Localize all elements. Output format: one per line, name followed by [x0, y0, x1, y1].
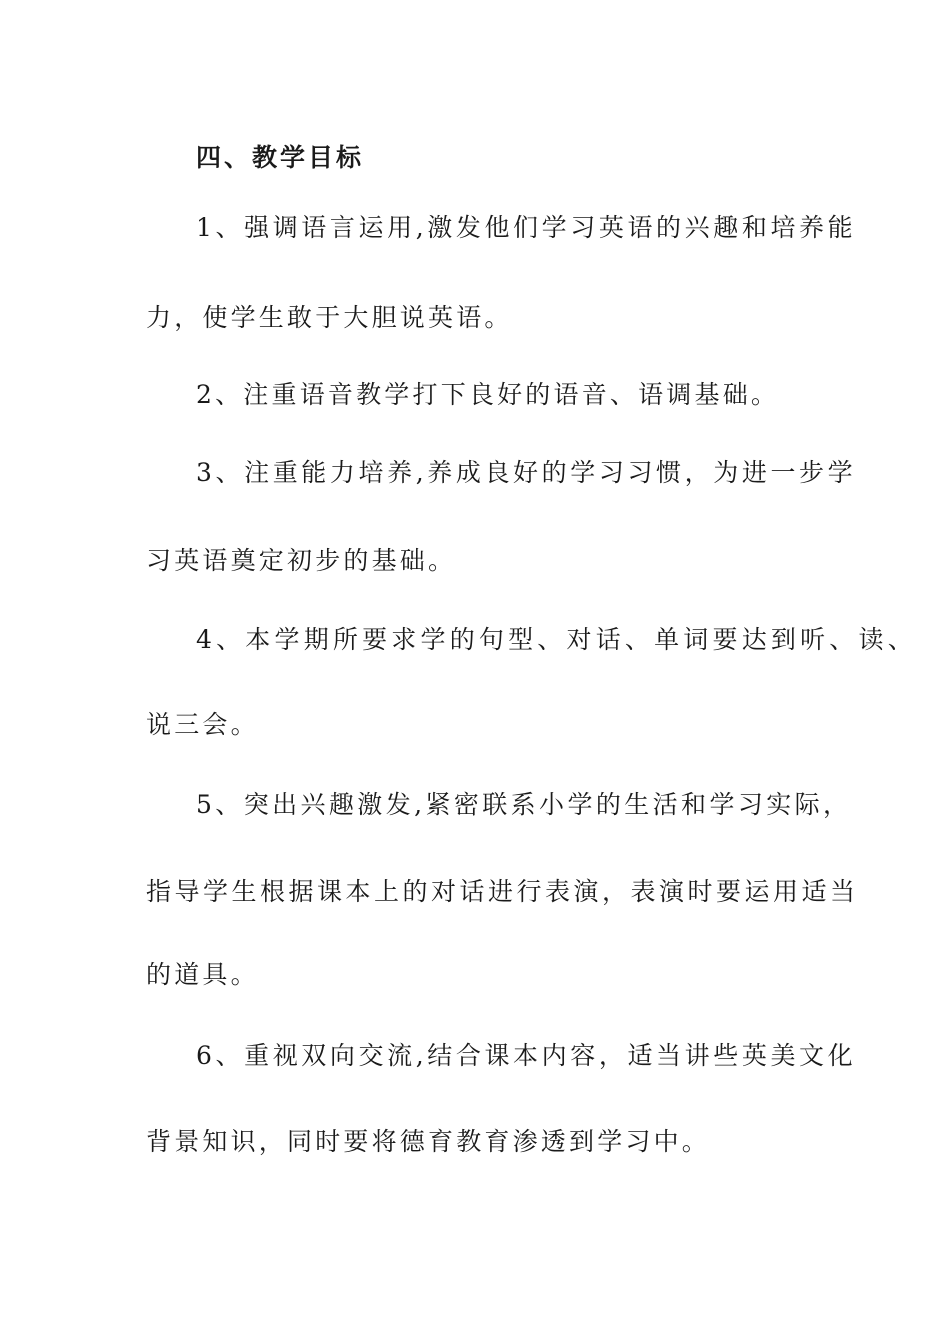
paragraph-line: 6、重视双向交流,结合课本内容，适当讲些英美文化	[196, 1041, 857, 1070]
paragraph-line: 5、突出兴趣激发,紧密联系小学的生活和学习实际，	[196, 790, 852, 819]
paragraph-line: 背景知识，同时要将德育教育渗透到学习中。	[146, 1127, 711, 1156]
paragraph-line: 习英语奠定初步的基础。	[146, 546, 457, 575]
paragraph-line: 指导学生根据课本上的对话进行表演，表演时要运用适当	[146, 877, 859, 906]
paragraph-line: 1、强调语言运用,激发他们学习英语的兴趣和培养能	[196, 213, 857, 242]
paragraph-line: 说三会。	[146, 710, 259, 739]
paragraph-line: 4、本学期所要求学的句型、对话、单词要达到听、读、	[196, 625, 917, 654]
paragraph-line: 的道具。	[146, 960, 259, 989]
paragraph-line: 力，使学生敢于大胆说英语。	[146, 303, 513, 332]
section-heading: 四、教学目标	[196, 143, 365, 172]
paragraph-line: 3、注重能力培养,养成良好的学习习惯，为进一步学	[196, 458, 857, 487]
paragraph-line: 2、注重语音教学打下良好的语音、语调基础。	[196, 380, 780, 409]
